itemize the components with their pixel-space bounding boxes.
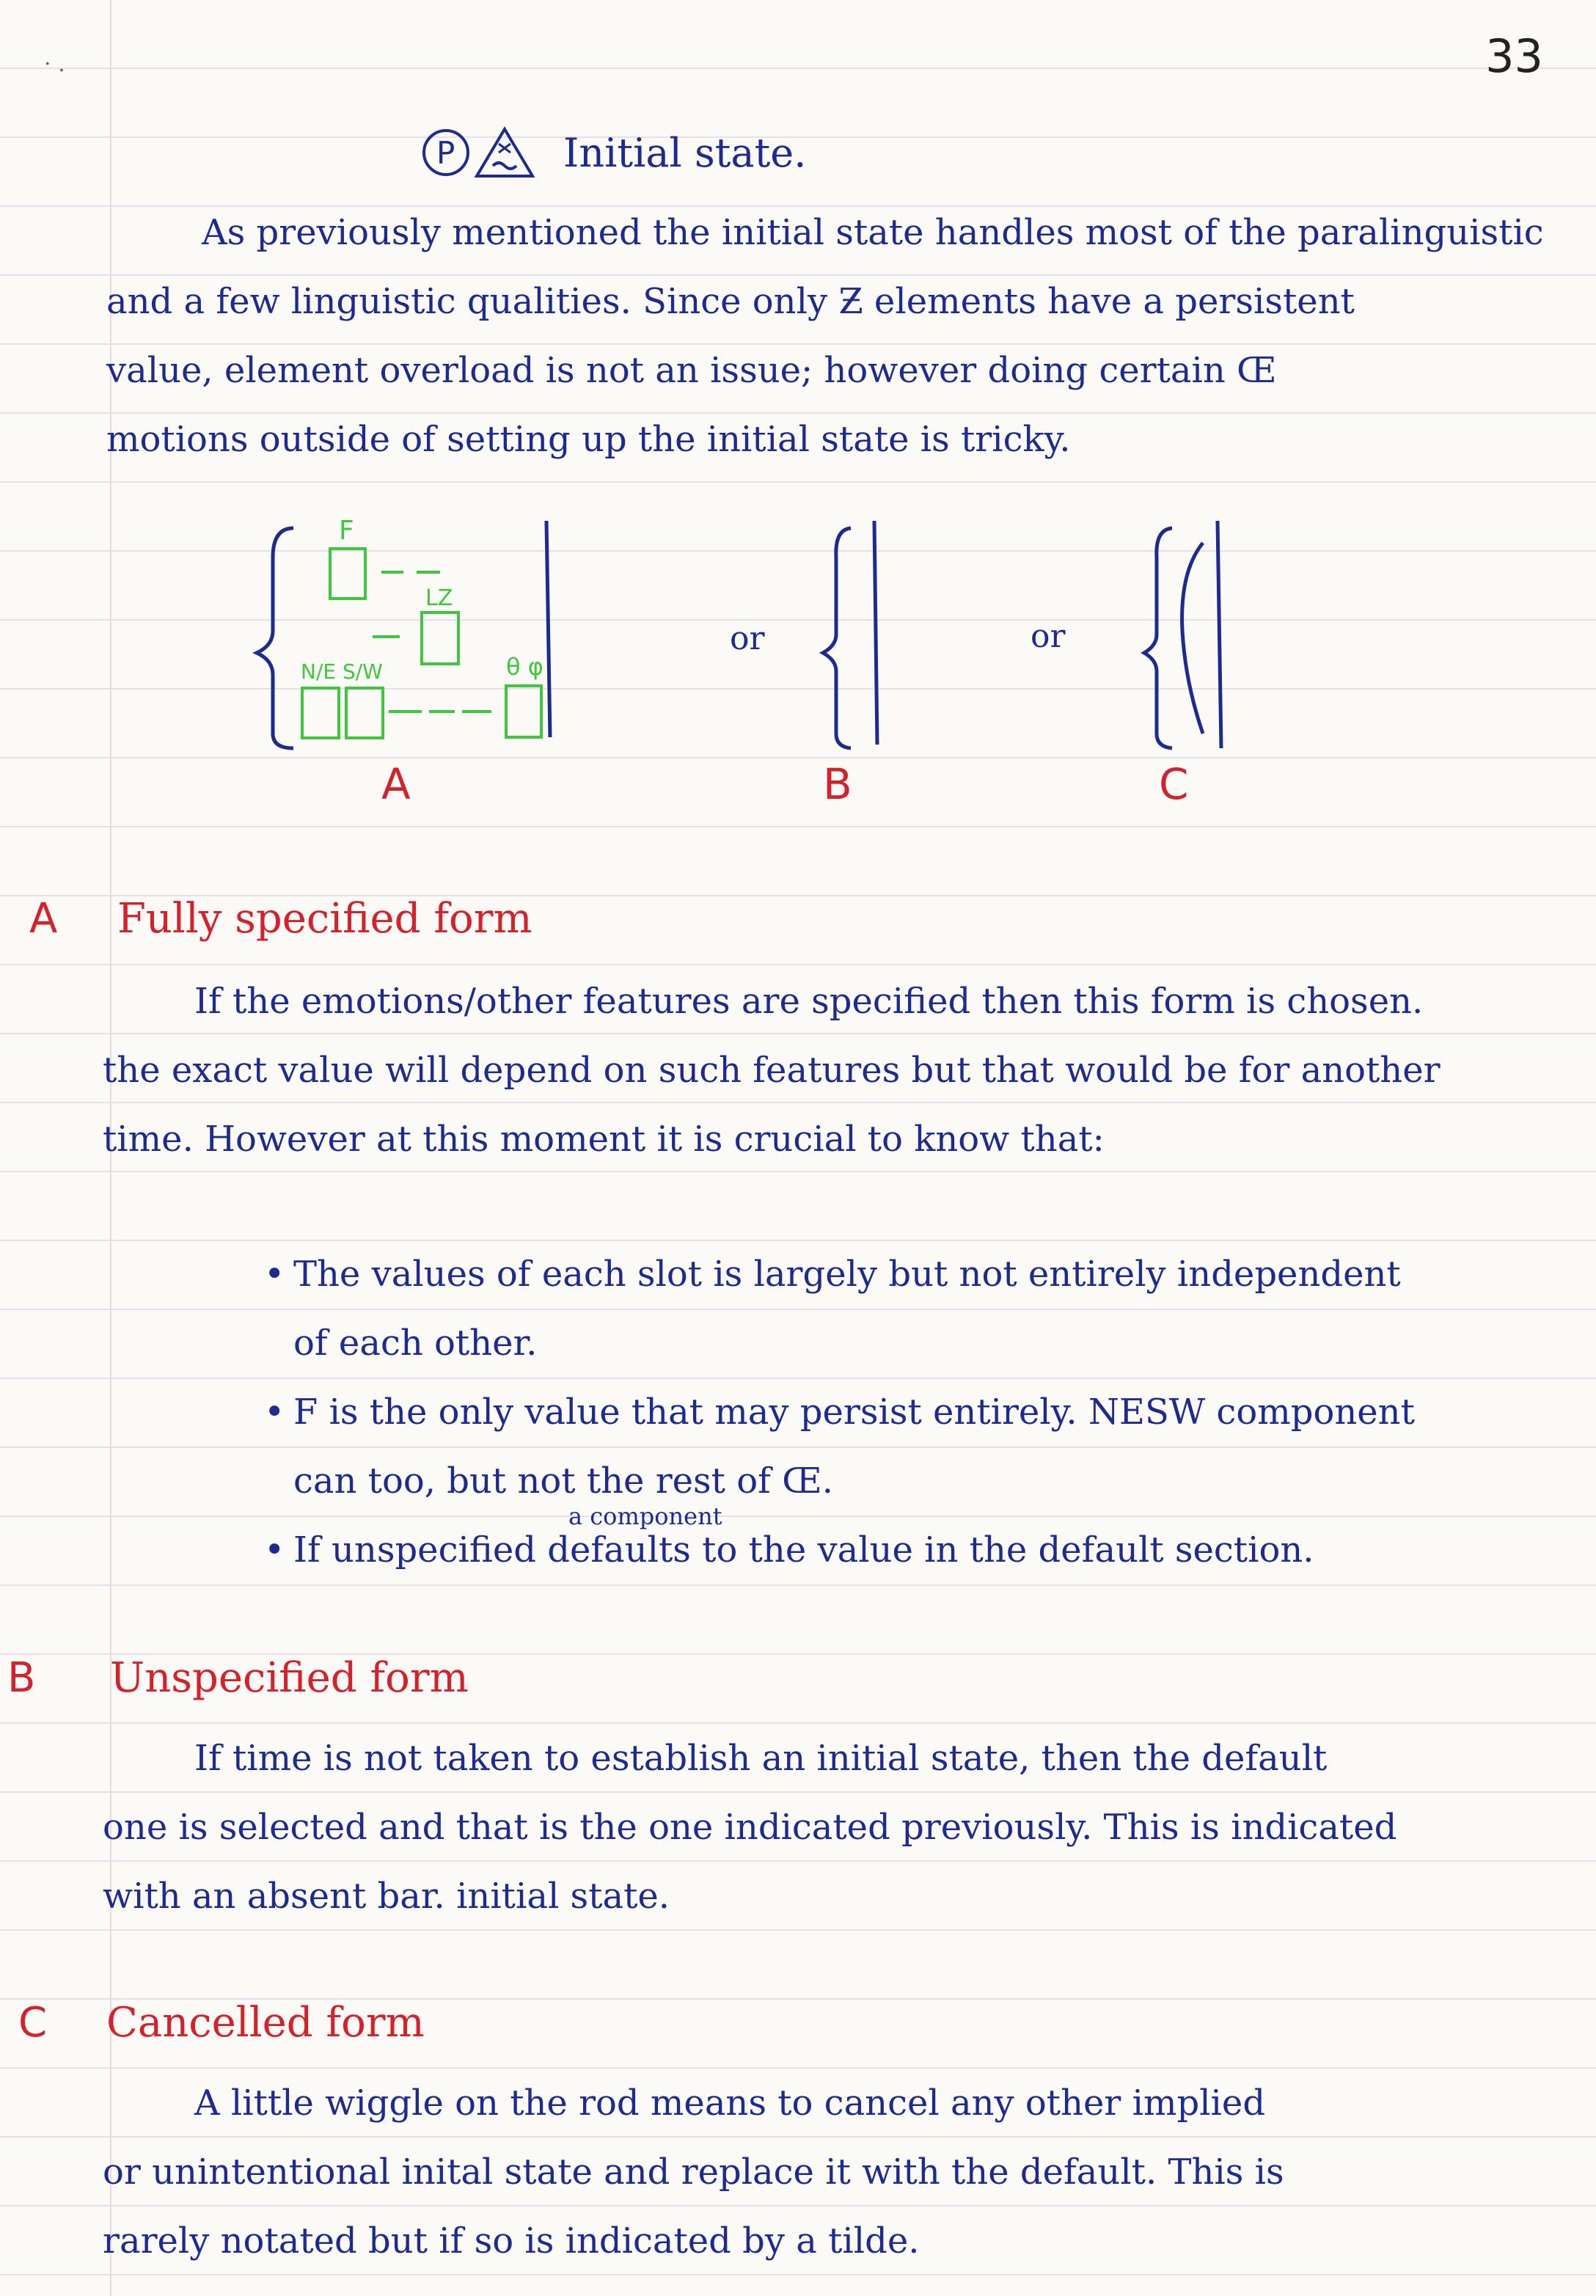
section-c-line: rarely notated but if so is indicated by a tilde. <box>103 2220 920 2262</box>
bullet-text: F is the only value that may persist entirely. NESW component <box>293 1392 1415 1433</box>
section-a-title: Fully specified form <box>117 895 532 943</box>
bar-c <box>1218 521 1221 748</box>
scan-specks: · . <box>44 51 65 77</box>
page-title: Initial state. <box>563 129 807 176</box>
section-b-heading <box>7 1654 469 1702</box>
bullet-continuation <box>264 1309 1570 1378</box>
intro-line: and a few linguistic qualities. Since only Ƶ elements have a persistent <box>106 281 1355 322</box>
section-a-bullets <box>264 1240 1570 1584</box>
bar-a-right <box>546 521 550 737</box>
label-f: F <box>339 516 354 546</box>
section-c-line: or unintentional inital state and replace it with the default. This is <box>103 2151 1284 2193</box>
bullet-text: If unspecified defaults to the value in the default section. <box>293 1529 1314 1571</box>
page-number: 33 <box>1485 29 1543 83</box>
section-b-title: Unspecified form <box>110 1654 469 1702</box>
section-b-line: one is selected and that is the one indicated previously. This is indicated <box>103 1807 1397 1848</box>
intro-line: value, element overload is not an issue; however doing certain Œ <box>106 350 1277 391</box>
section-a-line: the exact value will depend on such features but that would be for another <box>103 1050 1441 1091</box>
title-row <box>418 123 806 182</box>
or-label: or <box>730 620 765 657</box>
bullet-item <box>264 1516 1570 1584</box>
brace-c <box>1144 528 1172 748</box>
bullet-text: can too, but not the rest of Œ. <box>293 1460 833 1502</box>
box-f <box>330 549 365 599</box>
section-b-body <box>103 1724 1570 1931</box>
brace-b <box>823 528 851 748</box>
box-sw <box>346 688 383 738</box>
bar-b <box>874 521 877 745</box>
or-label: or <box>1031 618 1066 655</box>
label-theta: θ φ <box>506 653 543 681</box>
bullet-text: of each other. <box>293 1323 538 1364</box>
diagram-svg <box>0 499 1596 807</box>
section-c-body <box>103 2069 1570 2275</box>
rod-diagram <box>0 499 1596 810</box>
insert-note: a component <box>568 1502 722 1530</box>
svg-text:P: P <box>436 135 455 171</box>
intro-paragraph <box>106 198 1566 474</box>
box-ne <box>302 688 339 738</box>
bullet-item <box>264 1378 1570 1447</box>
bullet-text: The values of each slot is largely but not entirely independent <box>293 1254 1401 1295</box>
intro-line: motions outside of setting up the initial state is tricky. <box>106 419 1071 460</box>
section-a-heading <box>29 895 532 943</box>
label-lz: LZ <box>425 585 453 611</box>
wiggle-c <box>1182 543 1203 734</box>
section-c-line: A little wiggle on the rod means to cancel any other implied <box>194 2083 1266 2124</box>
title-symbol-icon <box>418 123 550 182</box>
bullet-item <box>264 1240 1570 1309</box>
bullet-continuation <box>264 1447 1570 1516</box>
box-theta <box>506 686 541 737</box>
section-c-heading <box>18 1999 425 2047</box>
section-b-line: with an absent bar. initial state. <box>103 1876 670 1917</box>
section-c-title: Cancelled form <box>106 1999 425 2047</box>
diagram-label-b: B <box>823 759 852 809</box>
section-a-body <box>103 967 1570 1174</box>
section-c-letter: C <box>18 1999 48 2047</box>
box-lz <box>422 613 458 664</box>
intro-line: As previously mentioned the initial state handles most of the paralinguistic <box>202 212 1544 253</box>
section-b-letter: B <box>7 1654 36 1702</box>
section-a-line: If the emotions/other features are specified then this form is chosen. <box>194 981 1424 1022</box>
diagram-label-a: A <box>381 759 411 809</box>
section-a-line: time. However at this moment it is crucial to know that: <box>103 1119 1105 1160</box>
label-nesw: N/E S/W <box>301 659 383 684</box>
brace-a-left <box>257 528 293 748</box>
section-a-letter: A <box>29 895 58 943</box>
section-b-line: If time is not taken to establish an initial state, then the default <box>194 1738 1328 1779</box>
diagram-label-c: C <box>1159 759 1189 809</box>
